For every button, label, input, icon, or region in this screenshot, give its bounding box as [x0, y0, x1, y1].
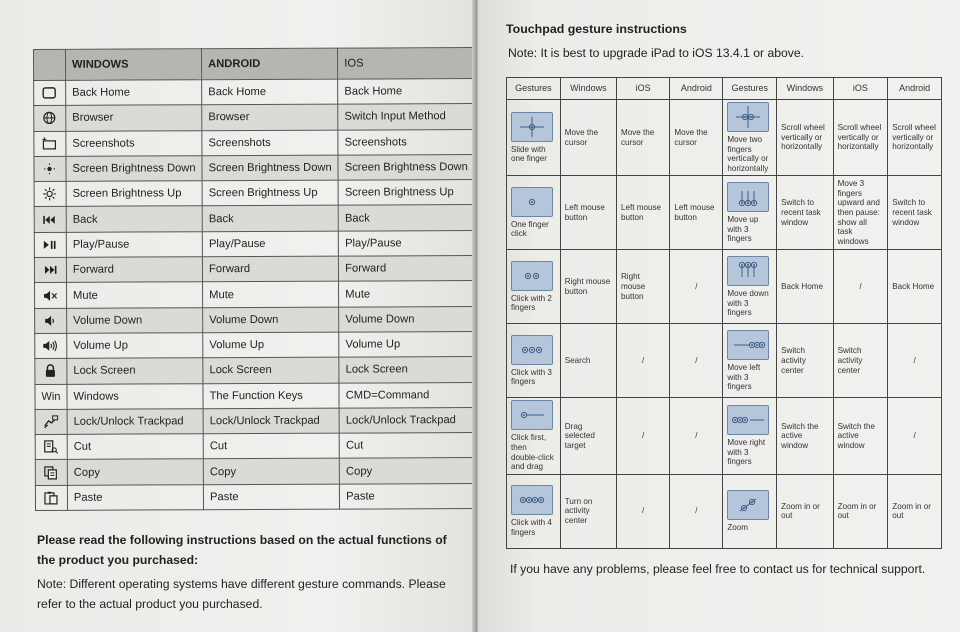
android-action-cell: Scroll wheel vertically or horizontally: [888, 100, 942, 176]
gesture-cell-left: [507, 176, 561, 250]
gesture-header-row: [507, 78, 942, 100]
gesture-description: Click first, then double-click and drag: [511, 433, 554, 472]
brightness-up-icon: [42, 187, 58, 201]
keys-android-cell: Mute: [203, 282, 339, 308]
keys-android-cell: Screen Brightness Up: [202, 180, 338, 206]
keys-ios-cell: CMD=Command: [339, 382, 475, 408]
gesture-description: Zoom: [727, 522, 749, 532]
gesture-header-gestures-1: Gestures: [507, 78, 561, 100]
brightness-down-icon: [42, 162, 58, 176]
instructions-note: Note: Different operating systems have different gesture commands. Please refer to the actual product you purchased.: [37, 577, 446, 611]
keys-ios-cell: Screen Brightness Up: [338, 180, 474, 206]
gesture-header-ios-1: iOS: [616, 78, 669, 100]
gesture-row: [507, 176, 942, 250]
gesture-header-android-2: Android: [888, 78, 942, 100]
two-finger-scroll-icon: [727, 102, 769, 132]
keys-ios-cell: Cut: [339, 433, 475, 459]
windows-action-cell: Switch the active window: [777, 398, 833, 474]
keys-windows-cell: Volume Down: [67, 307, 203, 333]
windows-action-cell: Left mouse button: [560, 176, 616, 250]
ios-action-cell: Switch the active window: [833, 398, 888, 474]
keys-icon-cell: [35, 359, 67, 384]
three-finger-up-icon: [727, 182, 769, 212]
keys-ios-cell: Volume Down: [339, 306, 475, 332]
keys-header-android: ANDROID: [202, 48, 338, 80]
gesture-row: [507, 250, 942, 324]
keys-icon-cell: [34, 232, 66, 257]
three-finger-down-icon: [727, 256, 769, 286]
keys-android-cell: Volume Up: [203, 332, 339, 358]
windows-action-cell: Switch to recent task window: [777, 176, 833, 250]
keys-icon-cell: [34, 257, 66, 282]
ios-action-cell: Zoom in or out: [833, 474, 888, 548]
keys-windows-cell: Screen Brightness Down: [66, 156, 202, 182]
ios-action-cell: /: [833, 250, 888, 324]
keys-ios-cell: Volume Up: [339, 332, 475, 358]
keys-android-cell: Browser: [202, 104, 338, 130]
slide-one-finger-icon: [511, 112, 553, 142]
windows-action-cell: Scroll wheel vertically or horizontally: [777, 100, 833, 176]
keys-android-cell: The Function Keys: [203, 383, 339, 409]
android-action-cell: Move the cursor: [670, 100, 723, 176]
gesture-table: [506, 77, 942, 549]
keys-row: [34, 205, 474, 232]
keys-android-cell: Back Home: [202, 79, 338, 105]
windows-action-cell: Drag selected target: [560, 398, 616, 474]
keys-header-ios: IOS: [338, 48, 474, 80]
three-finger-click-icon: [511, 335, 553, 365]
keys-windows-cell: Cut: [67, 434, 203, 460]
gesture-description: One finger click: [511, 219, 549, 239]
android-action-cell: /: [670, 474, 723, 548]
keys-header-row: [33, 48, 473, 81]
gesture-cell-right: [723, 176, 777, 250]
cut-icon: [43, 440, 59, 454]
keys-row: [35, 357, 475, 384]
next-track-icon: [42, 263, 58, 277]
windows-action-cell: Zoom in or out: [777, 474, 833, 548]
screenshot-icon: [42, 137, 58, 151]
previous-track-icon: [42, 212, 58, 226]
keys-row: [35, 281, 475, 308]
gesture-cell-left: [507, 324, 561, 398]
pinch-zoom-icon: [727, 490, 769, 520]
two-finger-click-icon: [511, 261, 553, 291]
keys-icon-cell: [34, 156, 66, 181]
keys-windows-cell: Screen Brightness Up: [66, 181, 202, 207]
gesture-description: Click with 2 fingers: [511, 293, 552, 313]
keys-ios-cell: Forward: [339, 256, 475, 282]
android-action-cell: /: [888, 398, 942, 474]
keys-android-cell: Paste: [203, 484, 339, 510]
keys-row: [35, 483, 475, 510]
ios-action-cell: /: [616, 324, 669, 398]
keys-icon-cell: [35, 283, 67, 308]
left-page: [0, 0, 474, 632]
ios-action-cell: Scroll wheel vertically or horizontally: [833, 100, 888, 176]
keys-row: [35, 407, 475, 434]
keys-row: [35, 433, 475, 460]
keys-ios-cell: Back Home: [338, 79, 474, 105]
trackpad-lock-icon: [43, 415, 59, 429]
windows-action-cell: Move the cursor: [560, 100, 616, 176]
keys-row: [34, 154, 474, 181]
keys-windows-cell: Play/Pause: [66, 232, 202, 258]
keys-windows-cell: Screenshots: [66, 130, 202, 156]
keys-ios-cell: Screen Brightness Down: [338, 154, 474, 180]
gesture-description: Click with 4 fingers: [511, 518, 552, 537]
keys-row: [35, 332, 475, 359]
play-pause-icon: [42, 238, 58, 252]
keys-row: [35, 382, 475, 409]
gesture-description: Slide with one finger: [511, 144, 547, 164]
keys-ios-cell: Play/Pause: [338, 230, 474, 256]
gesture-cell-right: [723, 100, 777, 176]
keys-windows-cell: Back: [66, 206, 202, 232]
keys-ios-cell: Back: [338, 205, 474, 231]
keys-ios-cell: Copy: [339, 458, 475, 484]
keys-row: [35, 458, 475, 485]
gesture-description: Move down with 3 fingers: [727, 288, 769, 318]
copy-icon: [43, 465, 59, 479]
gesture-description: Move left with 3 fingers: [727, 362, 761, 392]
keys-windows-cell: Volume Up: [67, 333, 203, 359]
gesture-cell-left: [507, 100, 561, 176]
keys-android-cell: Back: [202, 206, 338, 232]
keys-header-icon: [33, 49, 65, 80]
keys-android-cell: Screen Brightness Down: [202, 155, 338, 181]
keys-android-cell: Lock Screen: [203, 357, 339, 383]
keys-icon-cell: [35, 485, 67, 510]
ios-action-cell: Left mouse button: [616, 176, 669, 250]
keys-table: [33, 47, 476, 511]
gesture-description: Click with 3 fingers: [511, 367, 552, 387]
keys-row: [35, 306, 475, 333]
windows-action-cell: Search: [560, 324, 616, 398]
keys-android-cell: Volume Down: [203, 307, 339, 333]
ios-action-cell: Switch activity center: [833, 324, 888, 398]
keys-icon-cell: [35, 409, 67, 434]
keys-icon-cell: [34, 80, 66, 105]
keys-ios-cell: Screenshots: [338, 129, 474, 155]
instructions-note-bold: Please read the following instructions based on the actual functions of the product you purchased:: [37, 533, 447, 567]
three-finger-left-icon: [727, 330, 769, 360]
gesture-note: Note: It is best to upgrade iPad to iOS 13.4.1 or above.: [508, 46, 805, 60]
keys-icon-cell: [34, 106, 66, 131]
gesture-header-android-1: Android: [670, 78, 723, 100]
keys-icon-cell: [35, 384, 67, 409]
ios-action-cell: Move 3 fingers upward and then pause: show all task windows: [833, 176, 888, 250]
gesture-header-ios-2: iOS: [833, 78, 888, 100]
keys-icon-cell: [34, 207, 66, 232]
keys-icon-cell: [35, 434, 67, 459]
gesture-cell-left: [507, 474, 561, 548]
gesture-header-gestures-2: Gestures: [723, 78, 777, 100]
android-action-cell: Back Home: [888, 250, 942, 324]
keys-windows-cell: Paste: [67, 484, 203, 510]
keys-android-cell: Copy: [203, 459, 339, 485]
win-key-label: Win: [41, 390, 61, 403]
keys-ios-cell: Mute: [339, 281, 475, 307]
keys-row: [34, 79, 474, 106]
keys-icon-cell: [34, 182, 66, 207]
windows-action-cell: Right mouse button: [560, 250, 616, 324]
ios-action-cell: Move the cursor: [616, 100, 669, 176]
three-finger-right-icon: [727, 405, 769, 435]
gesture-title: Touchpad gesture instructions: [506, 22, 687, 36]
volume-down-icon: [43, 314, 59, 328]
keys-windows-cell: Browser: [66, 105, 202, 131]
keys-icon-cell: [35, 460, 67, 485]
keys-row: [34, 256, 474, 283]
paste-icon: [43, 491, 59, 505]
android-action-cell: /: [670, 324, 723, 398]
keys-ios-cell: Paste: [340, 483, 476, 509]
keys-android-cell: Cut: [203, 433, 339, 459]
windows-action-cell: Back Home: [777, 250, 833, 324]
keys-android-cell: Lock/Unlock Trackpad: [203, 408, 339, 434]
keys-icon-cell: [35, 308, 67, 333]
android-action-cell: /: [670, 398, 723, 474]
windows-action-cell: Turn on activity center: [560, 474, 616, 548]
gesture-header-windows-1: Windows: [560, 78, 616, 100]
keys-windows-cell: Windows: [67, 383, 203, 409]
keys-windows-cell: Forward: [66, 257, 202, 283]
keys-android-cell: Play/Pause: [202, 231, 338, 257]
android-action-cell: Zoom in or out: [888, 474, 942, 548]
mute-icon: [43, 288, 59, 302]
gesture-cell-right: [723, 398, 777, 474]
gesture-row: [507, 398, 942, 474]
keys-ios-cell: Lock Screen: [339, 357, 475, 383]
keys-row: [34, 180, 474, 207]
gesture-header-windows-2: Windows: [777, 78, 833, 100]
gesture-cell-right: [723, 324, 777, 398]
gesture-row: [507, 474, 942, 548]
gesture-description: Move right with 3 fingers: [727, 438, 766, 467]
ios-action-cell: /: [616, 398, 669, 474]
four-finger-click-icon: [511, 485, 553, 515]
windows-action-cell: Switch activity center: [777, 324, 833, 398]
one-finger-click-icon: [511, 187, 553, 217]
keys-row: [34, 230, 474, 257]
gesture-description: Move two fingers vertically or horizontally: [727, 135, 769, 173]
gesture-cell-right: [723, 250, 777, 324]
keys-icon-cell: [35, 333, 67, 358]
android-action-cell: Left mouse button: [670, 176, 723, 250]
keys-windows-cell: Back Home: [66, 80, 202, 106]
keys-ios-cell: Lock/Unlock Trackpad: [339, 407, 475, 433]
keys-android-cell: Forward: [202, 256, 338, 282]
keys-android-cell: Screenshots: [202, 130, 338, 156]
ios-action-cell: Right mouse button: [616, 250, 669, 324]
ios-action-cell: /: [616, 474, 669, 548]
keys-windows-cell: Mute: [66, 282, 202, 308]
gesture-cell-right: [723, 474, 777, 548]
lock-icon: [43, 364, 59, 378]
keys-windows-cell: Lock Screen: [67, 358, 203, 384]
keys-windows-cell: Copy: [67, 459, 203, 485]
gesture-description: Move up with 3 fingers: [727, 214, 759, 244]
keys-windows-cell: Lock/Unlock Trackpad: [67, 409, 203, 435]
keys-row: [34, 104, 474, 131]
keys-row: [34, 129, 474, 156]
gesture-row: [507, 100, 942, 176]
gesture-cell-left: [507, 398, 561, 474]
support-footer: If you have any problems, please feel free to contact us for technical support.: [510, 562, 926, 576]
home-key-icon: [42, 86, 58, 100]
globe-icon: [42, 111, 58, 125]
android-action-cell: /: [670, 250, 723, 324]
drag-icon: [511, 400, 553, 430]
android-action-cell: /: [888, 324, 942, 398]
gesture-cell-left: [507, 250, 561, 324]
android-action-cell: Switch to recent task window: [888, 176, 942, 250]
keys-header-windows: WINDOWS: [65, 49, 201, 81]
gesture-row: [507, 324, 942, 398]
volume-up-icon: [43, 339, 59, 353]
keys-icon-cell: [34, 131, 66, 156]
keys-ios-cell: Switch Input Method: [338, 104, 474, 130]
